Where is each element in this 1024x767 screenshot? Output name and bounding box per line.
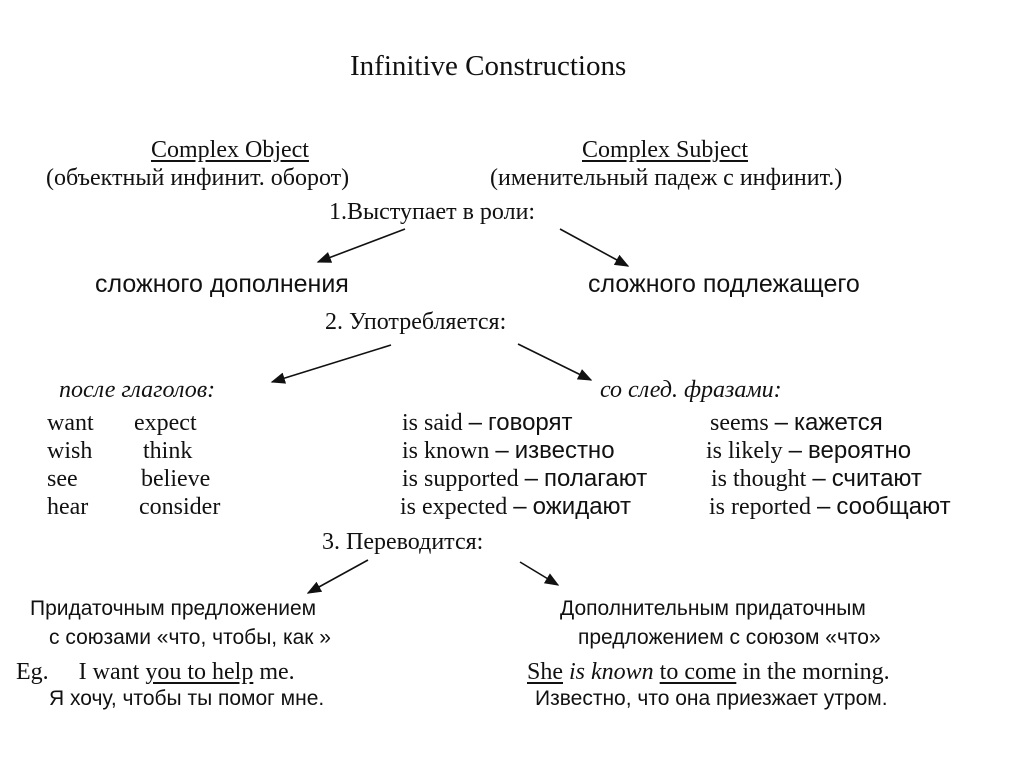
phrase-en: is expected (400, 494, 508, 520)
verb-item: think (143, 438, 193, 464)
verb-item: believe (141, 466, 211, 492)
arrow-s1-right (560, 229, 628, 266)
example-left-translation: Я хочу, чтобы ты помог мне. (49, 687, 325, 710)
translation-right-line2: предложением с союзом «что» (578, 626, 881, 649)
phrase-dash: – (816, 493, 831, 520)
phrase-ru: считают (831, 465, 922, 492)
verb-item: consider (139, 494, 221, 520)
example-infinitive: you to help (145, 659, 254, 685)
phrase-ru: известно (514, 437, 615, 464)
phrase-dash: – (812, 465, 826, 492)
phrase-en: is thought (711, 466, 807, 492)
arrow-s3-left (308, 560, 368, 593)
example-text-part1: I want (78, 659, 146, 685)
arrow-s1-left (318, 229, 405, 262)
phrases-label: со след. фразами: (600, 377, 782, 403)
translation-left-line1: Придаточным предложением (30, 597, 317, 620)
verb-item: see (47, 466, 78, 492)
phrase-dash: – (774, 409, 789, 436)
verb-item: expect (134, 410, 197, 436)
phrase-ru: полагают (544, 465, 648, 492)
example-right-translation: Известно, что она приезжает утром. (535, 687, 888, 710)
example-subject: She (527, 659, 563, 685)
phrase-ru: кажется (794, 409, 883, 436)
verb-item: wish (47, 438, 93, 464)
verb-item: want (47, 410, 94, 436)
section1-right-role: сложного подлежащего (588, 270, 860, 298)
phrase-en: is known (402, 438, 490, 464)
phrase-dash: – (468, 409, 483, 436)
complex-subject-description: (именительный падеж с инфинит.) (490, 165, 843, 191)
phrase-dash: – (495, 437, 509, 464)
phrase-en: seems (710, 410, 769, 436)
phrase-en: is said (402, 410, 463, 436)
arrow-s2-right (518, 344, 591, 380)
phrase-en: is reported (709, 494, 811, 520)
section1-left-role: сложного дополнения (95, 270, 349, 298)
phrase-dash: – (788, 437, 803, 464)
example-text-part2: me. (253, 659, 295, 685)
verb-item: hear (47, 494, 89, 520)
complex-object-heading: Complex Object (151, 137, 309, 163)
phrase-en: is likely (706, 438, 783, 464)
example-infinitive: to come (659, 659, 737, 685)
phrase-dash: – (513, 493, 527, 520)
phrase-ru: вероятно (808, 437, 912, 464)
example-prefix: Eg. (16, 659, 49, 685)
section3-heading: 3. Переводится: (322, 529, 484, 555)
translation-right-line1: Дополнительным придаточным (560, 597, 866, 620)
example-text-rest: in the morning. (736, 659, 890, 685)
section1-heading: 1.Выступает в роли: (329, 199, 536, 225)
phrase-en: is supported (402, 466, 519, 492)
example-predicate: is known (569, 659, 654, 685)
verbs-label: после глаголов: (59, 377, 216, 403)
phrase-ru: говорят (488, 409, 573, 436)
page-title: Infinitive Constructions (350, 50, 627, 82)
complex-subject-heading: Complex Subject (582, 137, 748, 163)
arrow-s2-left (272, 345, 391, 382)
arrow-s3-right (520, 562, 558, 585)
translation-left-line2: с союзами «что, чтобы, как » (49, 626, 331, 649)
phrase-dash: – (524, 465, 539, 492)
phrase-ru: ожидают (532, 493, 632, 520)
complex-object-description: (объектный инфинит. оборот) (46, 165, 350, 191)
section2-heading: 2. Употребляется: (325, 309, 507, 335)
phrase-ru: сообщают (836, 493, 951, 520)
